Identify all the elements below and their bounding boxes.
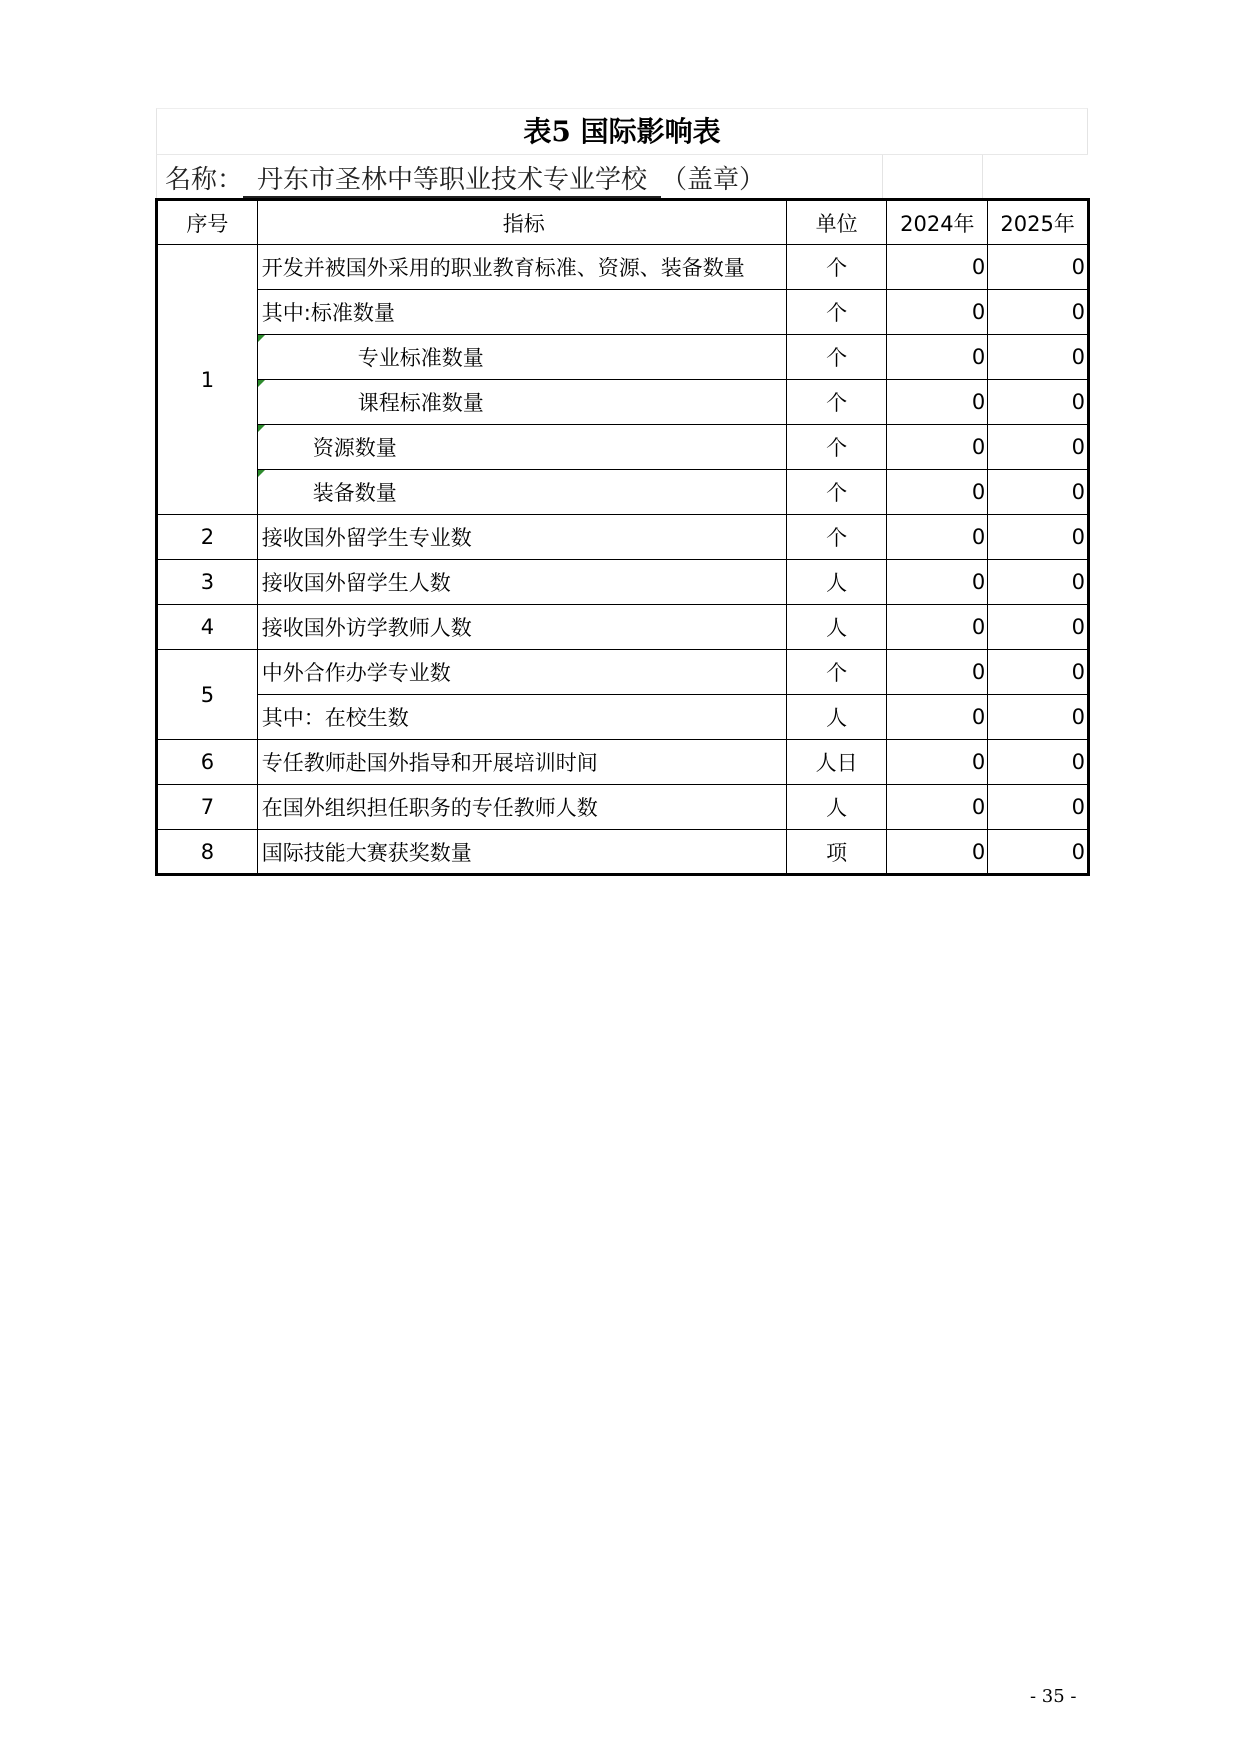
- table-row: [157, 245, 1089, 290]
- header-2024: 2024年: [887, 200, 988, 245]
- value-2024-cell: 0: [887, 380, 988, 425]
- value-2024-cell: 0: [887, 695, 988, 740]
- value-2025-cell: 0: [988, 290, 1089, 335]
- value-2024-cell: 0: [887, 425, 988, 470]
- unit-cell: 个: [786, 380, 887, 425]
- table-row: [157, 830, 1089, 875]
- indicator-text: 专业标准数量: [357, 346, 484, 370]
- unit-cell: 个: [786, 290, 887, 335]
- indicator-cell: 其中：在校生数: [257, 695, 786, 740]
- seq-cell: 3: [157, 560, 258, 605]
- table-header-row: [157, 200, 1089, 245]
- seq-cell: 4: [157, 605, 258, 650]
- indicator-text: 课程标准数量: [357, 391, 484, 415]
- value-2025-cell: 0: [988, 605, 1089, 650]
- name-label: 名称：: [165, 165, 244, 195]
- unit-cell: 个: [786, 470, 887, 515]
- indicator-cell: 开发并被国外采用的职业教育标准、资源、装备数量: [257, 245, 786, 290]
- seq-cell: 7: [157, 785, 258, 830]
- indicator-text: 装备数量: [312, 481, 397, 505]
- value-2024-cell: 0: [887, 560, 988, 605]
- value-2024-cell: 0: [887, 605, 988, 650]
- header-seq: 序号: [157, 200, 258, 245]
- unit-cell: 项: [786, 830, 887, 875]
- unit-cell: 个: [786, 650, 887, 695]
- comment-flag-icon: [258, 335, 265, 342]
- unit-cell: 个: [786, 515, 887, 560]
- indicator-cell: [257, 335, 786, 380]
- value-2024-cell: 0: [887, 290, 988, 335]
- unit-cell: 人日: [786, 740, 887, 785]
- unit-cell: 人: [786, 605, 887, 650]
- value-2025-cell: 0: [988, 335, 1089, 380]
- name-row: [156, 154, 1088, 198]
- value-2025-cell: 0: [988, 695, 1089, 740]
- indicator-cell: [257, 425, 786, 470]
- comment-flag-icon: [258, 380, 265, 387]
- seq-cell: 1: [157, 245, 258, 515]
- table-row: [157, 785, 1089, 830]
- value-2025-cell: 0: [988, 560, 1089, 605]
- indicator-cell: [257, 380, 786, 425]
- unit-cell: 人: [786, 560, 887, 605]
- table-title: 表5 国际影响表: [156, 108, 1088, 154]
- table-row: [157, 740, 1089, 785]
- unit-cell: 人: [786, 695, 887, 740]
- comment-flag-icon: [258, 470, 265, 477]
- value-2025-cell: 0: [988, 785, 1089, 830]
- value-2024-cell: 0: [887, 740, 988, 785]
- value-2024-cell: 0: [887, 785, 988, 830]
- table-row: [157, 695, 1089, 740]
- table-row: [157, 560, 1089, 605]
- value-2024-cell: 0: [887, 335, 988, 380]
- indicator-cell: 接收国外访学教师人数: [257, 605, 786, 650]
- indicator-cell: 国际技能大赛获奖数量: [257, 830, 786, 875]
- header-unit: 单位: [786, 200, 887, 245]
- table-row: [157, 335, 1089, 380]
- unit-cell: 人: [786, 785, 887, 830]
- indicator-cell: 中外合作办学专业数: [257, 650, 786, 695]
- table-row: [157, 650, 1089, 695]
- indicator-cell: 专任教师赴国外指导和开展培训时间: [257, 740, 786, 785]
- indicator-cell: 在国外组织担任职务的专任教师人数: [257, 785, 786, 830]
- indicator-cell: 其中:标准数量: [257, 290, 786, 335]
- indicator-cell: 接收国外留学生专业数: [257, 515, 786, 560]
- value-2024-cell: 0: [887, 650, 988, 695]
- unit-cell: 个: [786, 425, 887, 470]
- indicator-cell: [257, 470, 786, 515]
- seq-cell: 5: [157, 650, 258, 740]
- unit-cell: 个: [786, 335, 887, 380]
- page-number: - 35 -: [1030, 1686, 1077, 1707]
- table-row: [157, 605, 1089, 650]
- unit-cell: 个: [786, 245, 887, 290]
- comment-flag-icon: [258, 425, 265, 432]
- name-suffix: （盖章）: [661, 165, 766, 195]
- value-2024-cell: 0: [887, 515, 988, 560]
- seq-cell: 2: [157, 515, 258, 560]
- grid-line: [882, 155, 883, 199]
- value-2025-cell: 0: [988, 380, 1089, 425]
- indicator-text: 资源数量: [312, 436, 397, 460]
- institution-name: [165, 159, 765, 198]
- value-2024-cell: 0: [887, 470, 988, 515]
- indicator-cell: 接收国外留学生人数: [257, 560, 786, 605]
- international-impact-table: [155, 198, 1090, 876]
- seq-cell: 6: [157, 740, 258, 785]
- grid-line: [982, 155, 983, 199]
- name-value: 丹东市圣林中等职业技术专业学校: [243, 159, 661, 198]
- table-row: [157, 515, 1089, 560]
- value-2025-cell: 0: [988, 245, 1089, 290]
- value-2025-cell: 0: [988, 425, 1089, 470]
- value-2025-cell: 0: [988, 830, 1089, 875]
- value-2024-cell: 0: [887, 830, 988, 875]
- table-row: [157, 380, 1089, 425]
- header-2025: 2025年: [988, 200, 1089, 245]
- value-2025-cell: 0: [988, 515, 1089, 560]
- table-row: [157, 425, 1089, 470]
- value-2025-cell: 0: [988, 470, 1089, 515]
- seq-cell: 8: [157, 830, 258, 875]
- table-row: [157, 290, 1089, 335]
- value-2025-cell: 0: [988, 650, 1089, 695]
- value-2025-cell: 0: [988, 740, 1089, 785]
- value-2024-cell: 0: [887, 245, 988, 290]
- header-indicator: 指标: [257, 200, 786, 245]
- table-row: [157, 470, 1089, 515]
